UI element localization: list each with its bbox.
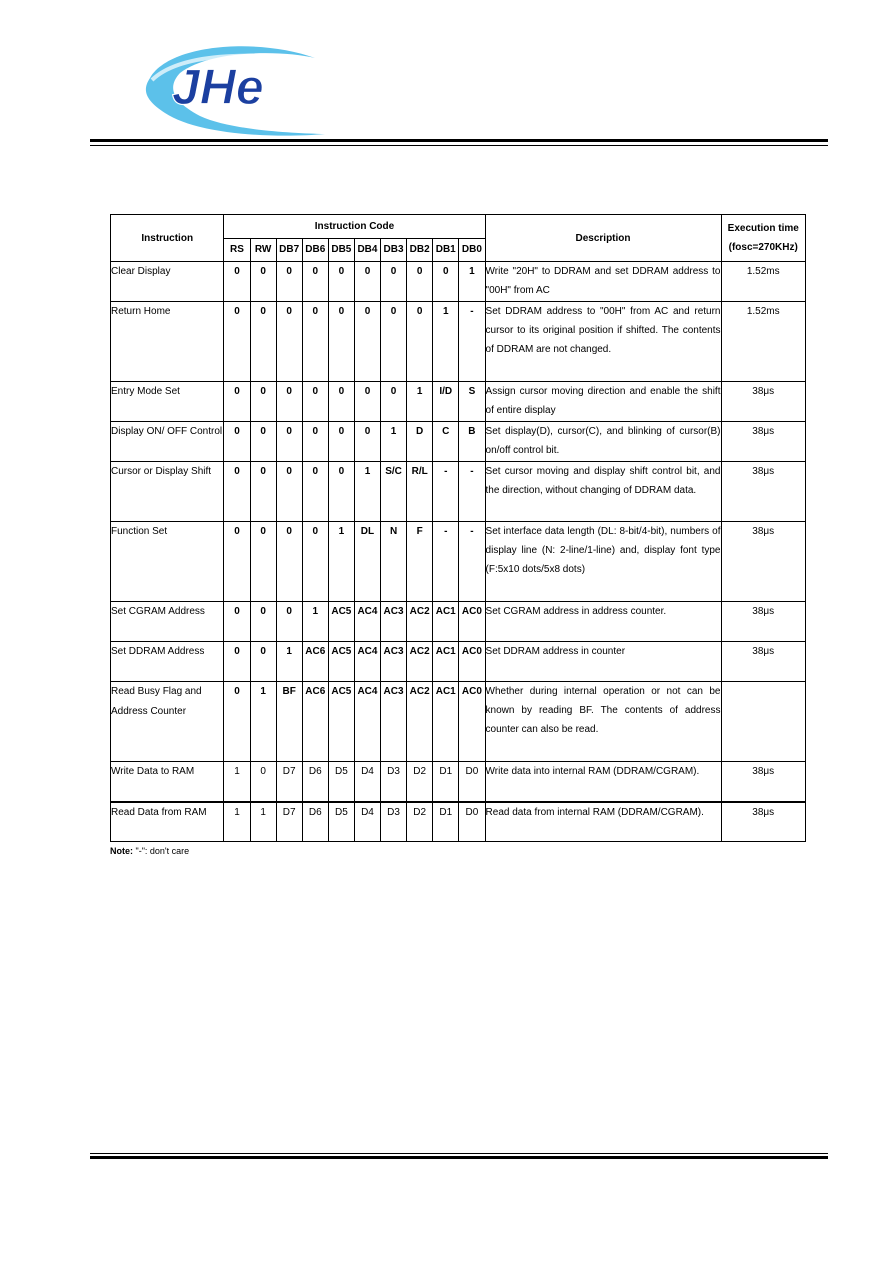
note-text: "-": don't care <box>133 846 190 856</box>
bit-cell: 1 <box>224 762 250 802</box>
bit-cell: 1 <box>381 422 407 462</box>
bit-cell: 0 <box>224 262 250 302</box>
bit-cell: 0 <box>381 382 407 422</box>
bit-cell: AC0 <box>459 682 485 762</box>
bit-cell: 1 <box>224 802 250 842</box>
bit-cell: D7 <box>276 762 302 802</box>
bit-cell: D4 <box>354 802 380 842</box>
logo-graphic <box>140 38 340 138</box>
header-instruction-code: Instruction Code <box>224 215 485 239</box>
bit-cell: 0 <box>354 302 380 382</box>
table-row <box>111 302 806 382</box>
bit-cell: 0 <box>328 262 354 302</box>
bit-cell: AC2 <box>407 642 433 682</box>
bit-cell: 0 <box>407 302 433 382</box>
bit-cell: 0 <box>354 382 380 422</box>
bit-cell: AC5 <box>328 682 354 762</box>
instruction-name: Return Home <box>111 302 224 382</box>
header-description: Description <box>485 215 721 262</box>
bit-cell: 1 <box>276 642 302 682</box>
header-execution-time-line2: (fosc=270KHz) <box>728 242 798 253</box>
bit-cell: 0 <box>250 462 276 522</box>
instruction-name: Cursor or Display Shift <box>111 462 224 522</box>
bit-cell: 1 <box>302 602 328 642</box>
bit-cell: - <box>433 462 459 522</box>
bit-cell: AC1 <box>433 642 459 682</box>
instruction-description: Read data from internal RAM (DDRAM/CGRAM). <box>485 802 721 842</box>
bit-cell: AC2 <box>407 682 433 762</box>
bit-cell: AC5 <box>328 602 354 642</box>
table-row <box>111 522 806 602</box>
instruction-name: Set DDRAM Address <box>111 642 224 682</box>
bit-cell: 0 <box>250 762 276 802</box>
header-bit-db4: DB4 <box>354 238 380 262</box>
execution-time: 38μs <box>721 462 806 522</box>
bit-cell: AC5 <box>328 642 354 682</box>
bit-cell: 0 <box>224 302 250 382</box>
execution-time: 1.52ms <box>721 262 806 302</box>
instruction-name: Write Data to RAM <box>111 762 224 802</box>
table-row <box>111 762 806 802</box>
header-bit-rs: RS <box>224 238 250 262</box>
bit-cell: 0 <box>224 602 250 642</box>
bit-cell: 0 <box>328 302 354 382</box>
bit-cell: 0 <box>250 602 276 642</box>
bit-cell: D3 <box>381 802 407 842</box>
bit-cell: AC1 <box>433 682 459 762</box>
bit-cell: - <box>459 302 485 382</box>
bit-cell: 0 <box>302 302 328 382</box>
header-bit-rw: RW <box>250 238 276 262</box>
bit-cell: 0 <box>250 522 276 602</box>
bit-cell: BF <box>276 682 302 762</box>
instruction-description: Write "20H" to DDRAM and set DDRAM address to "00H" from AC <box>485 262 721 302</box>
bit-cell: 0 <box>224 682 250 762</box>
bit-cell: D0 <box>459 762 485 802</box>
bit-cell: D <box>407 422 433 462</box>
bit-cell: 0 <box>302 522 328 602</box>
bit-cell: 0 <box>276 522 302 602</box>
bit-cell: AC6 <box>302 682 328 762</box>
bit-cell: D1 <box>433 802 459 842</box>
bit-cell: D2 <box>407 802 433 842</box>
bit-cell: AC4 <box>354 682 380 762</box>
bit-cell: 0 <box>354 262 380 302</box>
bit-cell: - <box>459 462 485 522</box>
bit-cell: 0 <box>224 382 250 422</box>
bit-cell: S <box>459 382 485 422</box>
bit-cell: 0 <box>224 422 250 462</box>
bit-cell: 0 <box>250 382 276 422</box>
logo-text: JHe <box>172 59 264 115</box>
header-bit-db0: DB0 <box>459 238 485 262</box>
execution-time: 38μs <box>721 422 806 462</box>
bit-cell: D0 <box>459 802 485 842</box>
bit-cell: 0 <box>302 262 328 302</box>
bit-cell: 0 <box>250 642 276 682</box>
instruction-description: Set interface data length (DL: 8-bit/4-bit), numbers of display line (N: 2-line/1-line) and, display font type (F:5x10 dots/5x8 dots) <box>485 522 721 602</box>
bit-cell: D1 <box>433 762 459 802</box>
execution-time <box>721 682 806 762</box>
instruction-description: Set display(D), cursor(C), and blinking of cursor(B) on/off control bit. <box>485 422 721 462</box>
bit-cell: I/D <box>433 382 459 422</box>
header-execution-time <box>721 215 806 262</box>
instruction-description: Set DDRAM address in counter <box>485 642 721 682</box>
bit-cell: AC1 <box>433 602 459 642</box>
header-bit-db1: DB1 <box>433 238 459 262</box>
bit-cell: B <box>459 422 485 462</box>
instruction-table <box>110 214 806 842</box>
bit-cell: D3 <box>381 762 407 802</box>
bit-cell: 0 <box>224 522 250 602</box>
bit-cell: D5 <box>328 762 354 802</box>
instruction-name: Function Set <box>111 522 224 602</box>
bit-cell: 0 <box>328 382 354 422</box>
bit-cell: D6 <box>302 762 328 802</box>
instruction-description: Set CGRAM address in address counter. <box>485 602 721 642</box>
bit-cell: D7 <box>276 802 302 842</box>
bit-cell: AC3 <box>381 602 407 642</box>
bit-cell: 0 <box>250 262 276 302</box>
bit-cell: 0 <box>276 462 302 522</box>
table-row <box>111 802 806 842</box>
header-bit-db7: DB7 <box>276 238 302 262</box>
bit-cell: D2 <box>407 762 433 802</box>
bit-cell: - <box>459 522 485 602</box>
bit-cell: 1 <box>250 802 276 842</box>
bit-cell: 0 <box>276 262 302 302</box>
bit-cell: F <box>407 522 433 602</box>
bit-cell: 0 <box>433 262 459 302</box>
header-rule-thick <box>90 139 828 142</box>
bit-cell: N <box>381 522 407 602</box>
bit-cell: DL <box>354 522 380 602</box>
bit-cell: AC2 <box>407 602 433 642</box>
instruction-description: Set DDRAM address to "00H" from AC and return cursor to its original position if shifted. The contents of DDRAM are not changed. <box>485 302 721 382</box>
bit-cell: 0 <box>276 382 302 422</box>
bit-cell: 0 <box>328 422 354 462</box>
header-bit-db2: DB2 <box>407 238 433 262</box>
execution-time: 1.52ms <box>721 302 806 382</box>
table-row <box>111 422 806 462</box>
table-row <box>111 682 806 762</box>
bit-cell: D5 <box>328 802 354 842</box>
bit-cell: 0 <box>250 302 276 382</box>
bit-cell: - <box>433 522 459 602</box>
bit-cell: 0 <box>224 462 250 522</box>
table-row <box>111 642 806 682</box>
bit-cell: AC4 <box>354 602 380 642</box>
instruction-name: Clear Display <box>111 262 224 302</box>
bit-cell: S/C <box>381 462 407 522</box>
bit-cell: 0 <box>407 262 433 302</box>
table-note <box>110 846 189 856</box>
table-row <box>111 382 806 422</box>
bit-cell: 1 <box>328 522 354 602</box>
bit-cell: 0 <box>381 262 407 302</box>
table-row <box>111 262 806 302</box>
bit-cell: 0 <box>276 302 302 382</box>
bit-cell: 1 <box>433 302 459 382</box>
instruction-description: Write data into internal RAM (DDRAM/CGRAM). <box>485 762 721 802</box>
table-row <box>111 462 806 522</box>
bit-cell: AC0 <box>459 602 485 642</box>
bit-cell: D4 <box>354 762 380 802</box>
execution-time: 38μs <box>721 762 806 802</box>
execution-time: 38μs <box>721 802 806 842</box>
bit-cell: 0 <box>302 382 328 422</box>
bit-cell: C <box>433 422 459 462</box>
table-row <box>111 602 806 642</box>
header-bit-db3: DB3 <box>381 238 407 262</box>
footer-rule-thin <box>90 1153 828 1154</box>
bit-cell: R/L <box>407 462 433 522</box>
bit-cell: 1 <box>459 262 485 302</box>
bit-cell: 0 <box>224 642 250 682</box>
bit-cell: AC4 <box>354 642 380 682</box>
bit-cell: 1 <box>250 682 276 762</box>
instruction-description: Assign cursor moving direction and enable the shift of entire display <box>485 382 721 422</box>
header-rule-thin <box>90 145 828 146</box>
bit-cell: 0 <box>354 422 380 462</box>
instruction-name: Entry Mode Set <box>111 382 224 422</box>
header-bit-db6: DB6 <box>302 238 328 262</box>
bit-cell: AC3 <box>381 642 407 682</box>
header-bit-db5: DB5 <box>328 238 354 262</box>
company-logo <box>140 38 340 138</box>
bit-cell: 0 <box>381 302 407 382</box>
bit-cell: 0 <box>328 462 354 522</box>
instruction-description: Whether during internal operation or not can be known by reading BF. The contents of address counter can also be read. <box>485 682 721 762</box>
bit-cell: 0 <box>250 422 276 462</box>
instruction-name: Read Data from RAM <box>111 802 224 842</box>
bit-cell: AC3 <box>381 682 407 762</box>
bit-cell: 1 <box>407 382 433 422</box>
bit-cell: D6 <box>302 802 328 842</box>
header-instruction: Instruction <box>111 215 224 262</box>
instruction-name: Display ON/ OFF Control <box>111 422 224 462</box>
execution-time: 38μs <box>721 522 806 602</box>
bit-cell: 0 <box>302 422 328 462</box>
bit-cell: 0 <box>302 462 328 522</box>
execution-time: 38μs <box>721 642 806 682</box>
bit-cell: 0 <box>276 602 302 642</box>
bit-cell: 0 <box>276 422 302 462</box>
bit-cell: AC0 <box>459 642 485 682</box>
bit-cell: AC6 <box>302 642 328 682</box>
execution-time: 38μs <box>721 382 806 422</box>
header-execution-time-line1: Execution time <box>727 223 799 234</box>
footer-rule-thick <box>90 1156 828 1159</box>
instruction-name: Set CGRAM Address <box>111 602 224 642</box>
instruction-name: Read Busy Flag and Address Counter <box>111 682 224 762</box>
bit-cell: 1 <box>354 462 380 522</box>
note-label: Note: <box>110 846 133 856</box>
instruction-description: Set cursor moving and display shift control bit, and the direction, without changing of DDRAM data. <box>485 462 721 522</box>
execution-time: 38μs <box>721 602 806 642</box>
